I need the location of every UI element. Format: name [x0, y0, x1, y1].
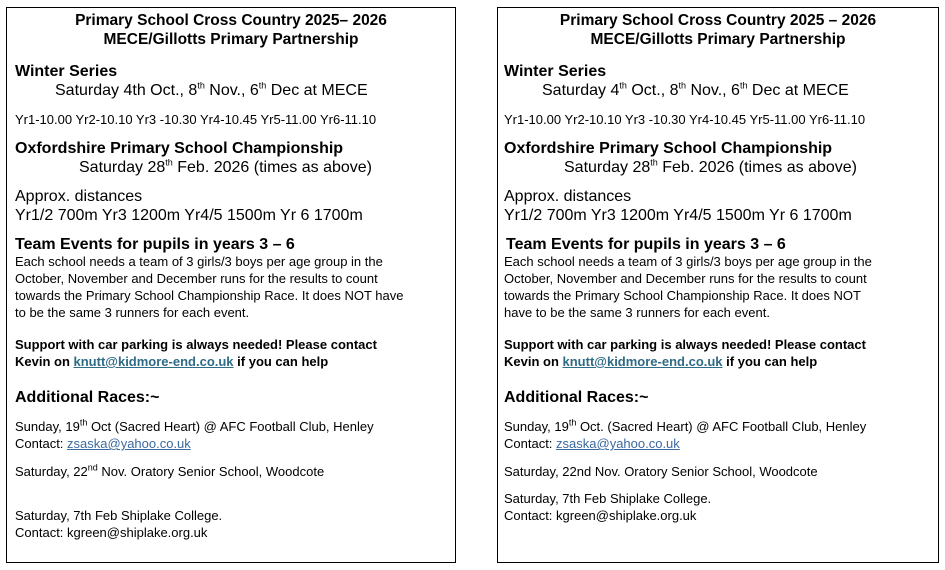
race-1-contact: Contact: zsaska@yahoo.co.uk	[15, 436, 191, 451]
team-events-line: towards the Primary School Championship Race. It does NOT	[504, 288, 861, 303]
distances-heading: Approx. distances	[15, 188, 143, 205]
winter-series-heading: Winter Series	[504, 63, 607, 80]
support-text: Support with car parking is always needed! Please contact	[15, 337, 377, 352]
support-email-link[interactable]: knutt@kidmore-end.co.uk	[562, 354, 723, 369]
winter-series-dates: Saturday 4th Oct., 8th Nov., 6th Dec at MECE	[55, 80, 368, 99]
championship-heading: Oxfordshire Primary School Championship	[15, 140, 344, 157]
race-3-contact: Contact: kgreen@shiplake.org.uk	[15, 525, 208, 540]
team-events-heading: Team Events for pupils in years 3 – 6	[506, 236, 786, 253]
team-events-heading: Team Events for pupils in years 3 – 6	[15, 236, 295, 253]
support-contact: Kevin on knutt@kidmore-end.co.uk if you can help	[15, 354, 329, 369]
race-1-contact: Contact: zsaska@yahoo.co.uk	[504, 436, 680, 451]
support-email-link[interactable]: knutt@kidmore-end.co.uk	[73, 354, 234, 369]
distances-line: Yr1/2 700m Yr3 1200m Yr4/5 1500m Yr 6 1700m	[504, 207, 852, 224]
race-3: Saturday, 7th Feb Shiplake College.	[15, 508, 223, 523]
flyer-right	[497, 7, 939, 563]
team-events-line: October, November and December runs for the results to count	[504, 271, 867, 286]
support-contact: Kevin on knutt@kidmore-end.co.uk if you can help	[504, 354, 818, 369]
race-2: Saturday, 22nd Nov. Oratory Senior School, Woodcote	[504, 464, 818, 479]
team-events-line: October, November and December runs for the results to count	[15, 271, 378, 286]
championship-date: Saturday 28th Feb. 2026 (times as above)	[79, 157, 373, 176]
race-1: Sunday, 19th Oct (Sacred Heart) @ AFC Football Club, Henley	[15, 417, 374, 434]
race-3-contact: Contact: kgreen@shiplake.org.uk	[504, 508, 697, 523]
team-events-line: Each school needs a team of 3 girls/3 boys per age group in the	[504, 254, 872, 269]
flyer-title: Primary School Cross Country 2025 – 2026	[559, 12, 877, 29]
flyer-subtitle: MECE/Gillotts Primary Partnership	[103, 31, 359, 48]
additional-races-heading: Additional Races:~	[504, 389, 649, 406]
championship-heading: Oxfordshire Primary School Championship	[504, 140, 833, 157]
race-times: Yr1-10.00 Yr2-10.10 Yr3 -10.30 Yr4-10.45 Yr5-11.00 Yr6-11.10	[504, 112, 866, 127]
team-events-line: Each school needs a team of 3 girls/3 boys per age group in the	[15, 254, 383, 269]
race-1: Sunday, 19th Oct. (Sacred Heart) @ AFC Football Club, Henley	[504, 417, 867, 434]
distances-heading: Approx. distances	[504, 188, 632, 205]
flyer-title: Primary School Cross Country 2025– 2026	[75, 12, 387, 29]
race-3: Saturday, 7th Feb Shiplake College.	[504, 491, 712, 506]
race-1-email-link[interactable]: zsaska@yahoo.co.uk	[67, 436, 191, 451]
flyer-left	[6, 7, 456, 563]
team-events-line: have to be the same 3 runners for each event.	[504, 305, 770, 320]
support-text: Support with car parking is always needed! Please contact	[504, 337, 866, 352]
race-times: Yr1-10.00 Yr2-10.10 Yr3 -10.30 Yr4-10.45 Yr5-11.00 Yr6-11.10	[15, 112, 377, 127]
additional-races-heading: Additional Races:~	[15, 389, 160, 406]
winter-series-dates: Saturday 4th Oct., 8th Nov., 6th Dec at MECE	[542, 80, 849, 99]
distances-line: Yr1/2 700m Yr3 1200m Yr4/5 1500m Yr 6 1700m	[15, 207, 363, 224]
race-1-email-link[interactable]: zsaska@yahoo.co.uk	[556, 436, 680, 451]
flyer-subtitle: MECE/Gillotts Primary Partnership	[590, 31, 846, 48]
team-events-line: to be the same 3 runners for each event.	[15, 305, 250, 320]
race-2: Saturday, 22nd Nov. Oratory Senior School, Woodcote	[15, 462, 325, 479]
winter-series-heading: Winter Series	[15, 63, 118, 80]
team-events-line: towards the Primary School Championship Race. It does NOT have	[15, 288, 404, 303]
championship-date: Saturday 28th Feb. 2026 (times as above)	[564, 157, 858, 176]
